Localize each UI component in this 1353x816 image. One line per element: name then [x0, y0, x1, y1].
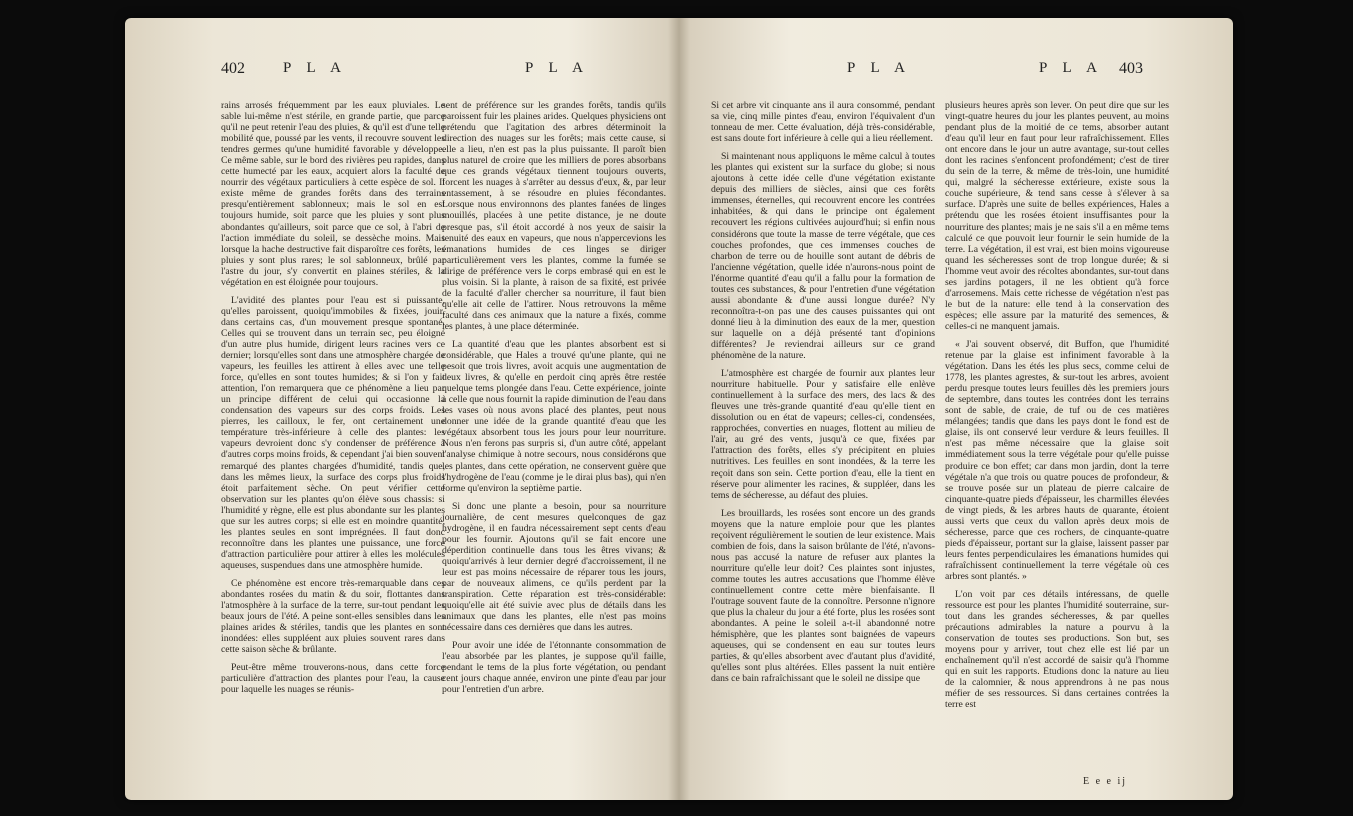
- right-page-column-2: [945, 100, 1169, 772]
- paragraph: Si donc une plante a besoin, pour sa nourriture journalière, de cent mesures quelconques de gaz hydrogène, il en faudra nécessairement sept cents d'eau pour les fournir. Ajoutons qu'il se fait encore une déperdition continuelle dans tous les êtres vivans; & quoiqu'arrivés à leur dernier degré d'accroissement, il ne leur est pas moins nécessaire de réparer tous les jours, par de nouveaux alimens, ce qu'ils perdent par la transpiration. Cette réparation est très-considérable: quoiqu'elle ait été suivie avec plus de détails dans les animaux que dans les plantes, elle n'est pas moins nécessaire dans ces dernières que dans les autres.: [442, 500, 666, 634]
- page-number: 402: [221, 60, 245, 77]
- left-page-header: [221, 60, 641, 86]
- paragraph: plusieurs heures après son lever. On peut dire que sur les vingt-quatre heures du jour les plantes peuvent, au moins pendant plus de la moitié de ce tems, absorber autant d'eau qu'il leur en faut pour leur rafraîchissement. Elles ont encore dans le jour un autre avantage, sur-tout celles dont les racines s'enfoncent profondément; c'est de tirer du sein de la terre, & même de très-loin, une humidité qui, malgré la sécheresse extérieure, existe sous la couche supérieure, & tend sans cesse à s'élever à sa surface. D'après une suite de belles expériences, Hales a prétendu que les rosées étoient insuffisantes pour la nourriture des plantes; mais je ne sais s'il a en même tems calculé ce que pouvoit leur fournir le sein humide de la terre. La végétation, il est vrai, est bien moins vigoureuse quand les sécheresses sont de trop longue durée; & si l'homme veut avoir des récoltes abondantes, sur-tout dans ses jardins potagers, il ne les obtient qu'à force d'arrosemens. Mais cette richesse de végétation n'est pas le but de la nature: elle tend à la conservation des espèces; elle assure par la maturité des semences, & celles-ci ne manquent jamais.: [945, 100, 1169, 332]
- book-spread: [125, 18, 1233, 800]
- signature-mark: E e e ij: [1083, 776, 1128, 787]
- right-page: [679, 18, 1233, 800]
- paragraph: Les brouillards, les rosées sont encore un des grands moyens que la nature emploie pour que les plantes reçoivent régulièrement le soutien de leur existence. Mais combien de fois, dans la saison brûlante de l'été, n'avons-nous pas accusé la nature de refuser aux plantes la nourriture qu'elle leur doit? Ces plaintes sont injustes, comme toutes les autres accusations que l'homme élève continuellement contre cette mère bienfaisante. Il l'outrage souvent faute de la connoître. Personne n'ignore que plus la chaleur du jour a été forte, plus les rosées sont abondantes. A peine le soleil a-t-il abandonné notre hémisphère, que les plantes sont baignées de vapeurs aqueuses, qui se condensent en eau sur toutes leurs parties, & qu'elles absorbent avec d'autant plus d'avidité, qu'elles sont plus altérées. Elles passent la nuit entière dans ce bain rafraîchissant que le soleil ne dissipe que: [711, 507, 935, 685]
- right-page-column-1: [711, 100, 935, 790]
- running-head-left: P L A: [283, 60, 347, 76]
- paragraph: Si maintenant nous appliquons le même calcul à toutes les plantes qui existent sur la surface du globe; si nous ajoutons à cette idée celle d'une végétation existante depuis des milliers de siècles, ainsi que ces forêts immenses, éternelles, qui recouvrent encore les contrées inhabitées, & qui dans le principe ont également recouvert les régions cultivées aujourd'hui; si enfin nous considérons que toute la masse de terre végétale, que ces couches profondes, que ces immenses couches de charbon de terre ou de houille sont autant de débris de l'ancienne végétation, quelle idée n'aurons-nous point de l'énorme quantité d'eau qu'il a fallu pour la formation de toutes ces substances, & pour l'entretien d'une végétation aussi abondante & d'une aussi longue durée? N'y reconnoîtra-t-on pas une des causes puissantes qui ont donné lieu à la diminution des eaux de la mer, question sur laquelle on a déjà présenté tant d'opinions différentes? Je reviendrai ailleurs sur ce grand phénomène de la nature.: [711, 151, 935, 362]
- paragraph: Ce phénomène est encore très-remarquable dans ces abondantes rosées du matin & du soir, flottantes dans l'atmosphère à la surface de la terre, sur-tout pendant les beaux jours de l'été. A peine sont-elles sensibles dans les plaines arides & stériles, tandis que les plantes en sont inondées: elles suppléent aux pluies souvent rares dans cette saison sèche & brûlante.: [221, 577, 445, 656]
- paragraph: L'avidité des plantes pour l'eau est si puissante, qu'elles paroissent, quoiqu'immobiles & fixées, jouir, dans certains cas, d'un mouvement presque spontané. Celles qui se trouvent dans un terrain sec, peu éloigné d'un autre plus humide, dirigent leurs racines vers ce dernier; lorsqu'elles sont dans une atmosphère chargée de vapeurs, les feuilles les attirent à elles avec une telle force, qu'elles en sont toutes humides; & si l'on y fait attention, l'on remarquera que ce phénomène a lieu par un principe différent de celui qui occasionne la condensation des vapeurs sur des corps froids. Les pierres, les cailloux, le fer, ont certainement une température très-inférieure à celle des plantes: les vapeurs devroient donc s'y condenser de préférence à d'autres corps moins froids, & cependant j'ai bien souvent remarqué des plantes chargées d'humidité, tandis que, dans les mêmes lieux, la surface des corps plus froids étoit parfaitement sèche. On peut vérifier cette observation sur les plantes qu'on élève sous chassis: si l'humidité y règne, elle est plus abondante sur les plantes que sur les autres corps; si elle est en moindre quantité, les plantes seules en sont imprégnées. Il faut donc reconnoître dans les plantes une puissance, une force d'attraction particulière pour attirer à elles les molécules aqueuses, suspendues dans une atmosphère humide.: [221, 294, 445, 571]
- right-page-header: [709, 60, 1143, 86]
- paragraph: L'atmosphère est chargée de fournir aux plantes leur nourriture habituelle. Pour y satisfaire elle enlève continuellement à la surface des mers, des lacs & des fleuves une très-grande quantité d'eau qu'elle tient en dissolution ou en état de vapeurs; celles-ci, condensées, rapprochées, converties en nuages, flottent au milieu de l'air, au gré des vents, jusqu'à ce que, fixées par l'attraction des forêts, elles s'y précipitent en pluies nutritives. Les feuilles en sont inondées, & la terre les reçoit dans son sein. Cette portion d'eau, elle la tient en réserve pour alimenter les racines, & suppléer, dans les tems de sécheresse, au défaut des pluies.: [711, 368, 935, 501]
- paragraph: « J'ai souvent observé, dit Buffon, que l'humidité retenue par la glaise est infiniment favorable à la végétation. Dans les étés les plus secs, comme celui de 1778, les plantes agrestes, & sur-tout les arbres, avoient perdu presque toutes leurs feuilles dès les premiers jours de septembre, dans toutes les contrées dont les terrains sont de sable, de craie, de tuf ou de ces matières mélangées; tandis que dans les pays dont le fond est de glaise, ils ont conservé leur verdure & leurs feuilles. Il n'est pas même nécessaire que la glaise soit immédiatement sous la terre végétale pour qu'elle puisse produire ce bon effet; car dans mon jardin, dont la terre végétale n'a que trois ou quatre pouces de profondeur, & se trouve posée sur un plateau de pierre calcaire de cinquante-quatre pieds d'épaisseur, les charmilles élevées de vingt pieds, & les arbres hauts de quarante, étoient aussi verts que ceux du vallon après deux mois de sécheresse, parce que ces rochers, de cinquante-quatre pieds d'épaisseur, portant sur la glaise, laissent passer par leurs fentes perpendiculaires les émanations humides qui rafraîchissent continuellement la terre végétale où ces arbres sont plantés. »: [945, 338, 1169, 582]
- paragraph: Pour avoir une idée de l'étonnante consommation de l'eau absorbée par les plantes, je suppose qu'il faille, pendant le tems de la plus forte végétation, ou pendant cent jours chaque année, environ une pinte d'eau par jour pour l'entretien d'un arbre.: [442, 640, 666, 696]
- left-page-column-1: [221, 100, 445, 790]
- paragraph: Si cet arbre vit cinquante ans il aura consommé, pendant sa vie, cinq mille pintes d'eau, environ l'équivalent d'un tonneau de mer. Cette évaluation, déjà très-considérable, est sans doute fort inférieure à celle qui a lieu réellement.: [711, 100, 935, 145]
- paragraph: Peut-être même trouverons-nous, dans cette force particulière d'attraction des plantes pour l'eau, la cause pour laquelle les nuages se réunis-: [221, 662, 445, 696]
- left-page: [125, 18, 679, 800]
- running-head-right: P L A: [1039, 60, 1103, 76]
- running-head-center: P L A: [525, 60, 589, 76]
- paragraph: L'on voit par ces détails intéressans, de quelle ressource est pour les plantes l'humidité souterraine, sur-tout dans les grandes sécheresses, & par quelles précautions admirables la nature a pourvu à la conservation de toutes ses productions. Son but, ses moyens pour y arriver, tout chez elle est lié par un enchaînement qu'il n'est accordé de saisir qu'à l'homme qui en suit les rapports. Etudions donc la nature au lieu de la calomnier, & nous apprendrons à ne pas nous méfier de ses ressources. Si dans certaines contrées la terre est: [945, 589, 1169, 711]
- running-head-center: P L A: [847, 60, 911, 76]
- paragraph: La quantité d'eau que les plantes absorbent est si considérable, que Hales a trouvé qu'une plante, qui ne pesoit que trois livres, avoit acquis une augmentation de deux livres, & qu'elle en perdoit cinq après être restée quelque tems plongée dans l'eau. Cette expérience, jointe à celle que nous fournit la rapide diminution de l'eau dans les vases où nous avons placé des plantes, peut nous donner une idée de la grande quantité d'eau que les végétaux absorbent tous les jours pour leur nourriture. Nous n'en ferons pas surpris si, d'un autre côté, appelant l'analyse chimique à notre secours, nous considérons que les plantes, dans cette opération, ne conservent guère que l'hydrogène de l'eau (comme je le dirai plus bas), qui n'en forme qu'environ la septième partie.: [442, 338, 666, 494]
- left-page-column-2: [442, 100, 666, 790]
- paragraph: sent de préférence sur les grandes forêts, tandis qu'ils paroissent fuir les plaines arides. Quelques physiciens ont prétendu que l'agitation des arbres déterminoit la direction des nuages sur les forêts; mais cette cause, si elle a lieu, n'en est pas la plus puissante. Il paroît bien plus naturel de croire que les milliers de pores absorbans que ces grands végétaux tiennent toujours ouverts, forcent les nuages à s'arrêter au dessus d'eux, &, par leur entassement, à se résoudre en pluies fécondantes. Lorsque nous environnons des plantes fanées de linges mouillés, placées à une petite distance, je ne doute presque pas, s'il étoit accordé à nos yeux de saisir la tenuité des eaux en vapeurs, que nous n'appercevions les émanations humides de ces linges se diriger particulièrement vers les plantes, comme la fumée se dirige de préférence vers le corps embrasé qui en est le plus voisin. Si la plante, à raison de sa fixité, est privée de la faculté d'aller chercher sa nourriture, il faut bien qu'elle ait celle de l'attirer. Nous retrouvons la même faculté dans ces animaux que la nature a fixés, comme les plantes, à une place déterminée.: [442, 100, 666, 332]
- page-number: 403: [1119, 60, 1143, 77]
- paragraph: rains arrosés fréquemment par les eaux pluviales. Le sable lui-même n'est stérile, en grande partie, que parce qu'il ne peut retenir l'eau des pluies, & qu'il est d'une telle mobilité que, poussé par les vents, il recouvre souvent les tendres germes qu'une humidité favorable y développe. Ce même sable, sur le bord des rivières peu rapides, dans cette humecté par les eaux, acquiert alors la faculté de nourrir des végétaux particuliers à cette espèce de sol. Il existe même de grandes forêts dans des terrains presqu'entièrement sablonneux; mais le sol en est toujours humide, soit parce que les pluies y sont plus abondantes qu'ailleurs, soit parce que ce sol, à l'abri de l'action immédiate du soleil, se dessèche moins. Mais lorsque la hache destructive fait disparoître ces forêts, les pluies y sont plus rares; le sol sablonneux, brûlé par l'astre du jour, s'y convertit en plaines stériles, & la végétation en est éloignée pour toujours.: [221, 100, 445, 288]
